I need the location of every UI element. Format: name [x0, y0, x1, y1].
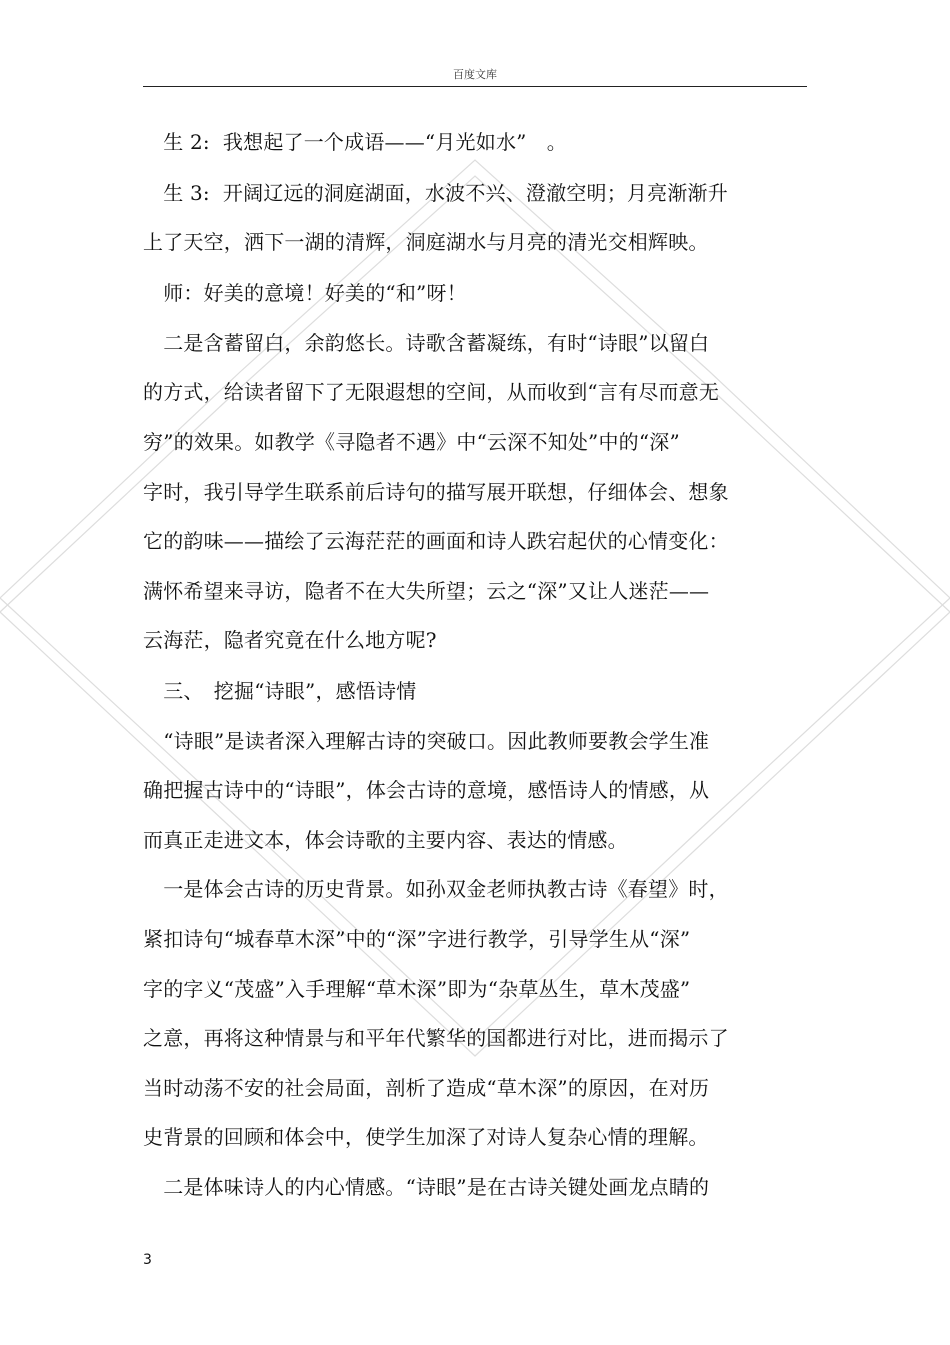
- text-line: “诗眼”是读者深入理解古诗的突破口。因此教师要教会学生准: [143, 729, 710, 753]
- text-line: 的方式，给读者留下了无限遐想的空间，从而收到“言有尽而意无: [143, 380, 720, 404]
- text-line: 它的韵味——描绘了云海茫茫的画面和诗人跌宕起伏的心情变化：: [143, 529, 729, 553]
- text-line: 二是体味诗人的内心情感。“诗眼”是在古诗关键处画龙点睛的: [143, 1175, 710, 1199]
- text-line: 字时，我引导学生联系前后诗句的描写展开联想，仔细体会、想象: [143, 480, 729, 504]
- text-line: 穷”的效果。如教学《寻隐者不遇》中“云深不知处”中的“深”: [143, 430, 680, 454]
- text-line: 满怀希望来寻访，隐者不在大失所望；云之“深”又让人迷茫——: [143, 579, 710, 603]
- text-line: 字的字义“茂盛”入手理解“草木深”即为“杂草丛生，草木茂盛”: [143, 977, 691, 1001]
- text-line: 生 3: 开阔辽远的洞庭湖面，水波不兴、澄澈空明；月亮渐渐升: [143, 181, 728, 205]
- text-line: 紧扣诗句“城春草木深”中的“深”字进行教学，引导学生从“深”: [143, 927, 691, 951]
- text-line: 之意，再将这种情景与和平年代繁华的国都进行对比，进而揭示了: [143, 1026, 729, 1050]
- section-heading: 三、 挖掘“诗眼”，感悟诗情: [143, 679, 417, 703]
- text-line: 而真正走进文本，体会诗歌的主要内容、表达的情感。: [143, 828, 628, 852]
- text-line: 史背景的回顾和体会中，使学生加深了对诗人复杂心情的理解。: [143, 1125, 709, 1149]
- text-line: 师：好美的意境！好美的“和”呀！: [143, 281, 467, 305]
- text-line: 当时动荡不安的社会局面，剖析了造成“草木深”的原因，在对历: [143, 1076, 710, 1100]
- text-line: 生 2: 我想起了一个成语——“月光如水” 。: [143, 130, 567, 154]
- text-line: 确把握古诗中的“诗眼”，体会古诗的意境，感悟诗人的情感，从: [143, 778, 710, 802]
- header-rule: [143, 86, 807, 87]
- text-line: 二是含蓄留白，余韵悠长。诗歌含蓄凝练，有时“诗眼”以留白: [143, 331, 710, 355]
- text-line: 上了天空，洒下一湖的清辉，洞庭湖水与月亮的清光交相辉映。: [143, 230, 709, 254]
- page-number: 3: [143, 1252, 152, 1268]
- watermark-diamond-line: [0, 598, 950, 1040]
- page-header: 百度文库: [453, 68, 497, 81]
- text-line: 一是体会古诗的历史背景。如孙双金老师执教古诗《春望》时，: [143, 877, 729, 901]
- text-line: 云海茫，隐者究竟在什么地方呢?: [143, 628, 437, 652]
